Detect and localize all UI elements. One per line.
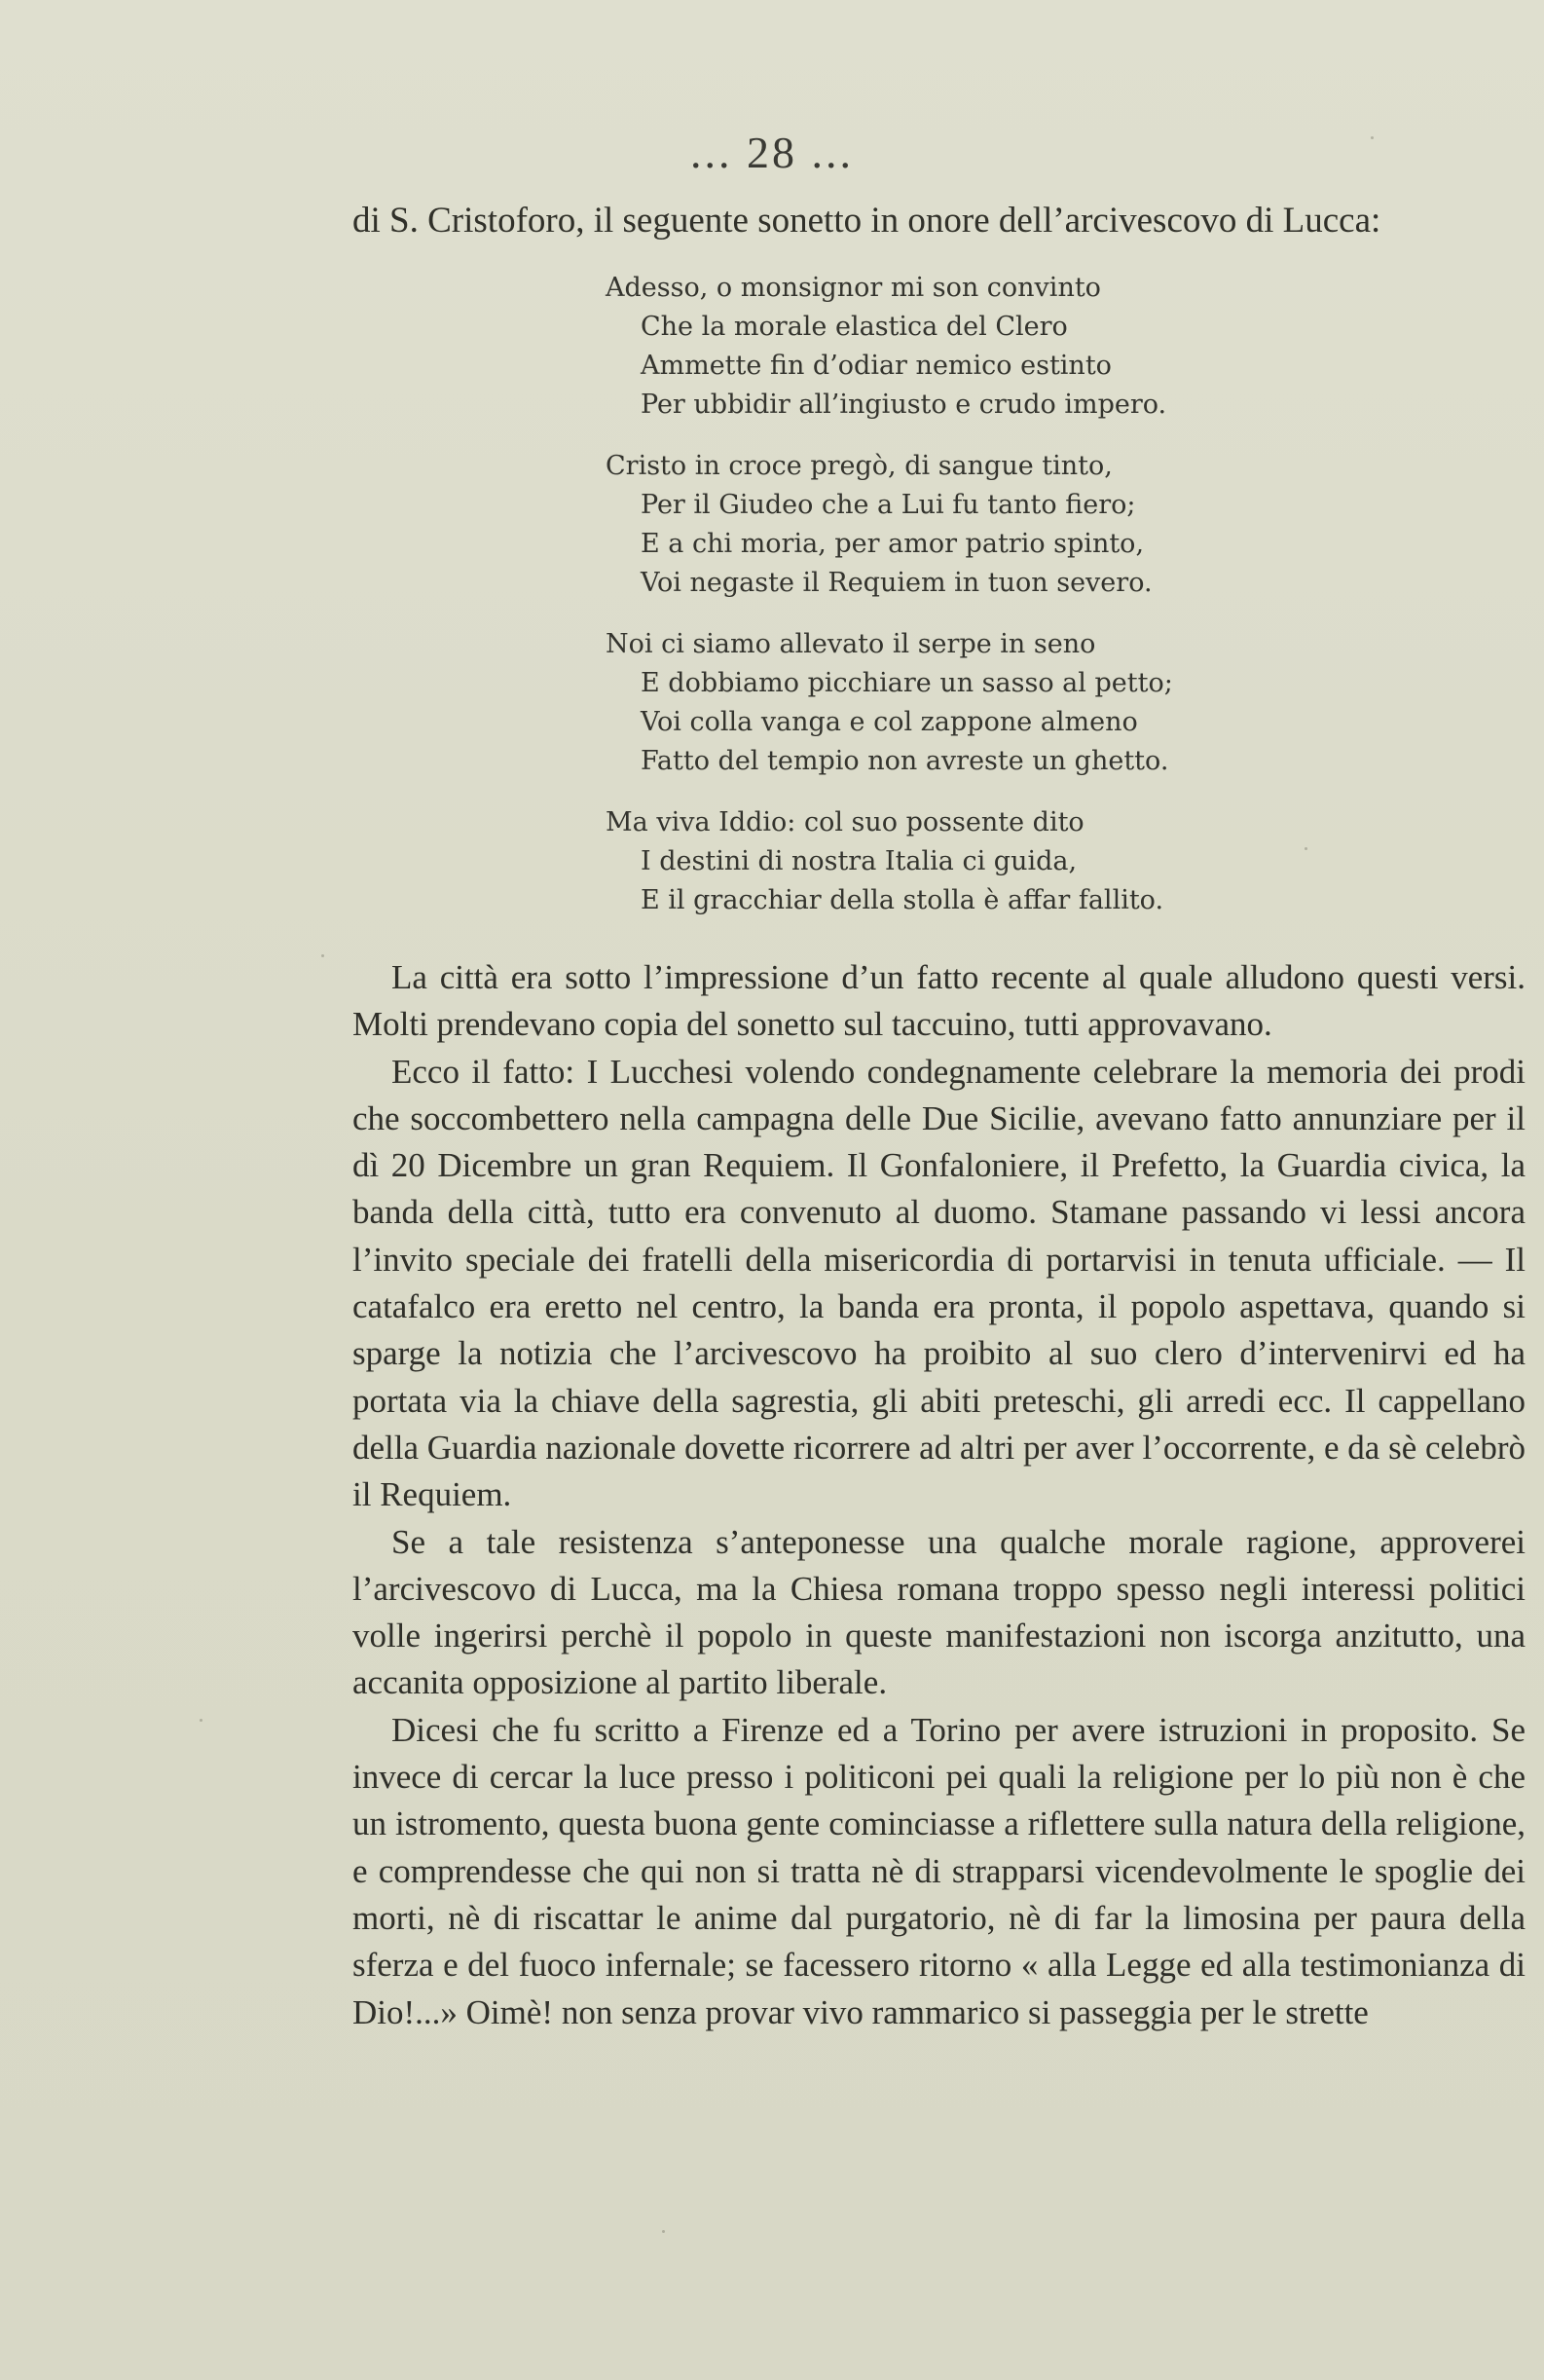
- paper-speck: [1371, 136, 1374, 139]
- stanza-3: [606, 625, 1345, 781]
- stanza-4: [606, 803, 1345, 920]
- poem-line: Ma viva Iddio: col suo possente dito: [606, 807, 1084, 837]
- sonnet: [606, 269, 1345, 943]
- paragraph: Ecco il fatto: I Lucchesi volendo condegnamente celebrare la memoria dei prodi che soccombettero nella campagna delle Due Sicilie, avevano fatto annunziare per il dì 20 Dicembre un gran Requiem. Il Gonfaloniere, il Prefetto, la Guardia civica, la banda della città, tutto era convenuto al duomo. Stamane passando vi lessi ancora l’invito speciale dei fratelli della misericordia di portarvisi in tenuta ufficiale. — Il catafalco era eretto nel centro, la banda era pronta, il popolo aspettava, quando si sparge la notizia che l’arcivescovo ha proibito al suo clero d’intervenirvi ed ha portata via la chiave della sagrestia, gli abiti preteschi, gli arredi ecc. Il cappellano della Guardia nazionale dovette ricorrere ad altri per aver l’occorrente, e da sè celebrò il Requiem.: [352, 1052, 1526, 1514]
- paper-speck: [662, 2230, 665, 2233]
- paragraph: Dicesi che fu scritto a Firenze ed a Torino per avere istruzioni in proposito. Se invece di cercar la luce presso i politiconi pei quali la religione per lo più non è che un istromento, questa buona gente cominciasse a riflettere sulla natura della religione, e comprendesse che qui non si tratta nè di strapparsi vicendevolmente le spoglie dei morti, nè di riscattar le anime dal purgatorio, nè di far la limosina per paura della sferza e del fuoco infernale; se facessero ritorno « alla Legge ed alla testimonianza di Dio!...» Oimè! non senza provar vivo rammarico si passeggia per le strette: [352, 1710, 1526, 2031]
- poem-line: Adesso, o monsignor mi son convinto: [606, 273, 1101, 303]
- stanza-2: [606, 447, 1345, 603]
- poem-line: Noi ci siamo allevato il serpe in seno: [606, 629, 1096, 659]
- page-number: ... 28 ...: [690, 128, 854, 177]
- prose-body: [352, 954, 1526, 2036]
- poem-line: Per ubbidir all’ingiusto e crudo impero.: [641, 390, 1167, 420]
- stanza-1: [606, 269, 1345, 425]
- poem-line: E a chi moria, per amor patrio spinto,: [641, 529, 1145, 559]
- poem-line: Ammette fin d’odiar nemico estinto: [641, 351, 1112, 381]
- poem-line: Voi negaste il Requiem in tuon severo.: [641, 568, 1153, 598]
- poem-line: Per il Giudeo che a Lui fu tanto fiero;: [641, 490, 1136, 520]
- poem-line: I destini di nostra Italia ci guida,: [641, 846, 1078, 876]
- paragraph: Se a tale resistenza s’anteponesse una qualche morale ragione, approverei l’arcivescovo di Lucca, ma la Chiesa romana troppo spesso negli interessi politici volle ingerirsi perchè il popolo in queste manifestazioni non iscorga anzitutto, una accanita opposizione al partito liberale.: [352, 1522, 1526, 1702]
- poem-line: E dobbiamo picchiare un sasso al petto;: [641, 668, 1173, 698]
- paper-speck: [321, 954, 324, 957]
- paper-speck: [1305, 847, 1307, 850]
- intro-line: di S. Cristoforo, il seguente sonetto in onore dell’arcivescovo di Lucca:: [352, 201, 1381, 241]
- poem-line: Fatto del tempio non avreste un ghetto.: [641, 746, 1169, 776]
- poem-line: Cristo in croce pregò, di sangue tinto,: [606, 451, 1113, 481]
- paragraph: La città era sotto l’impressione d’un fatto recente al quale alludono questi versi. Molti prendevano copia del sonetto sul taccuino, tutti approvavano.: [352, 958, 1526, 1044]
- poem-line: Voi colla vanga e col zappone almeno: [641, 707, 1138, 737]
- poem-line: E il gracchiar della stolla è affar fallito.: [641, 885, 1164, 915]
- poem-line: Che la morale elastica del Clero: [641, 312, 1068, 342]
- paper-speck: [200, 1719, 202, 1722]
